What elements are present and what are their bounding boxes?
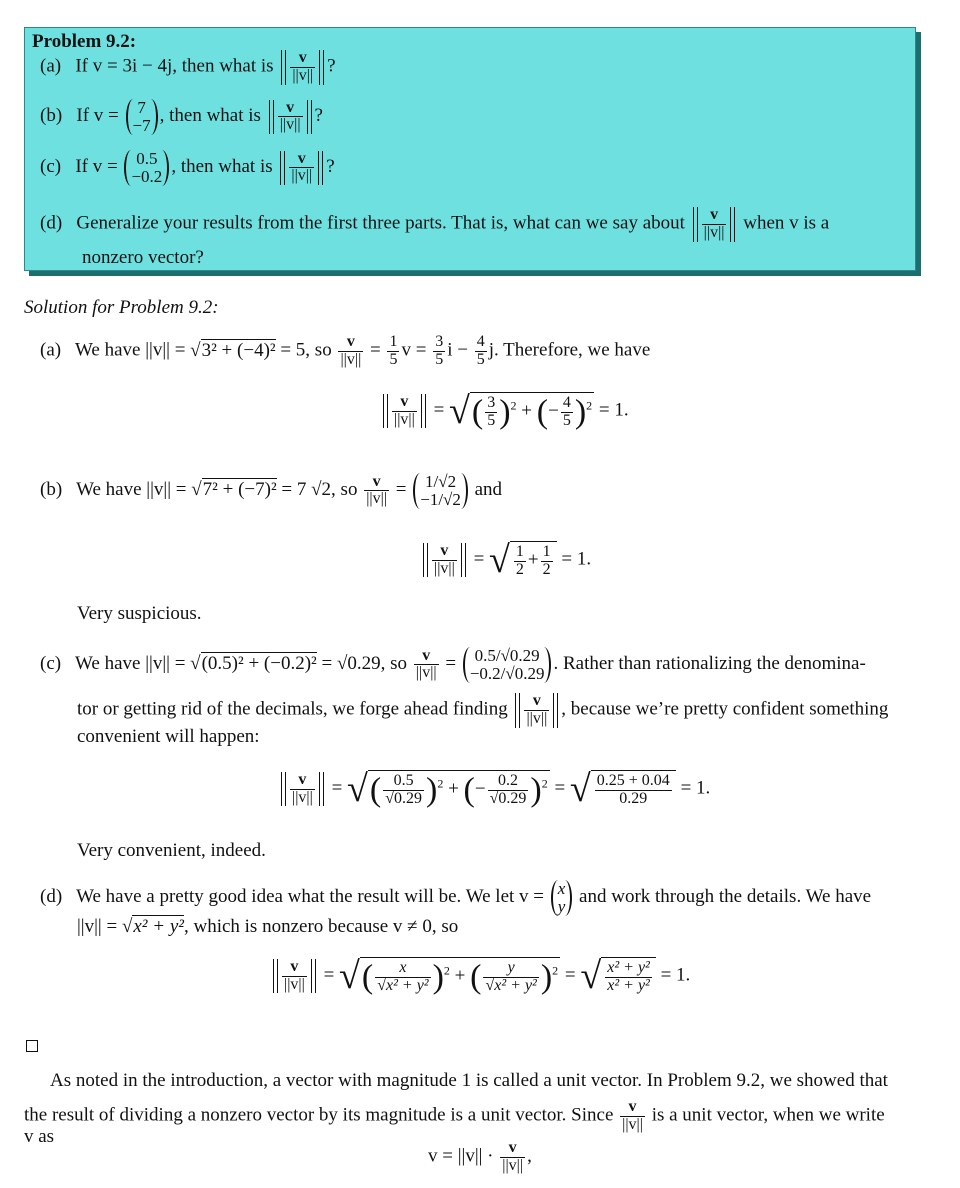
solution-part-a: (a) We have ||v|| = √3² + (−4)² = 5, so $\frac{v}{||v||}$ = $\frac{1}{5}$ v = $\frac{3}{5}$ i − $\frac{4}{5}$ j. Therefore, we have: [40, 333, 651, 368]
solution-c-display: $\frac{v}{||v||}$ = √( $\frac{0.5}{√0.29}$ )$^2$ + (− $\frac{0.2}{√0.29}$ )$^2$ = √ $\frac{0.25 + 0.04}{0.29}$ = 1.: [278, 770, 710, 808]
closing-equation: v = ||v|| · $\frac{v}{||v||}$ ,: [428, 1139, 532, 1174]
problem-part-d: (d) Generalize your results from the first three parts. That is, what can we say about $\frac{v}{||v||}$ when v is a: [40, 206, 830, 241]
problem-part-d-line2: nonzero vector?: [82, 247, 204, 268]
solution-c-remark: Very convenient, indeed.: [77, 840, 266, 861]
qed-square-icon: [26, 1040, 38, 1052]
vector-b: 7 −7: [126, 99, 158, 135]
problem-part-a: (a) If v = 3i − 4j, then what is $\frac{v}{||v||}$ ?: [40, 49, 336, 84]
solution-title: Solution for Problem 9.2:: [24, 297, 219, 318]
solution-part-d: (d) We have a pretty good idea what the result will be. We let v = x y and work through the details. We have: [40, 879, 872, 916]
solution-c-line3: convenient will happen:: [77, 726, 260, 747]
closing-line1: As noted in the introduction, a vector with magnitude 1 is called a unit vector. In Problem 9.2, we showed that: [50, 1070, 888, 1091]
solution-part-b: (b) We have ||v|| = √7² + (−7)² = 7 √2, so $\frac{v}{||v||}$ = 1/√2 −1/√2 and: [40, 472, 503, 509]
vector-c: 0.5 −0.2: [124, 150, 169, 186]
problem-part-b: (b) If v = 7 −7 , then what is $\frac{v}{||v||}$ ?: [40, 98, 323, 135]
solution-c-line2: tor or getting rid of the decimals, we forge ahead finding $\frac{v}{||v||}$ , because we’re pretty confident something: [77, 692, 889, 727]
solution-b-remark: Very suspicious.: [77, 603, 202, 624]
problem-title: Problem 9.2:: [32, 31, 137, 52]
closing-line2: the result of dividing a nonzero vector by its magnitude is a unit vector. Since $\frac{v}{||v||}$ is a unit vector, when we write: [24, 1098, 885, 1133]
problem-part-c: (c) If v = 0.5 −0.2 , then what is $\frac{v}{||v||}$ ?: [40, 149, 335, 186]
solution-b-display: $\frac{v}{||v||}$ = √ $\frac{1}{2}$ + $\frac{1}{2}$ = 1.: [420, 541, 591, 579]
norm-unit-vector: $\frac{v}{||v||}$: [281, 50, 324, 85]
solution-d-display: $\frac{v}{||v||}$ = √( $\frac{x}{\text{√x² + y²}}$ )$^2$ + ( $\frac{y}{\text{√x² + y²}}$ )$^2$ = √ $\frac{\text{x² + y²}}{\text{x² + y²}}$ = 1.: [270, 957, 690, 995]
solution-d-line2: ||v|| = √x² + y², which is nonzero because v ≠ 0, so: [77, 916, 459, 937]
solution-a-display: $\frac{v}{||v||}$ = √( $\frac{3}{5}$ )$^2$ + (− $\frac{4}{5}$ )$^2$ = 1.: [380, 392, 629, 430]
solution-part-c: (c) We have ||v|| = √(0.5)² + (−0.2)² = √0.29, so $\frac{v}{||v||}$ = 0.5/√0.29 −0.2/√0.29 . Rather than rationalizing the denomina-: [40, 646, 866, 683]
closing-line3: v as: [24, 1126, 55, 1147]
